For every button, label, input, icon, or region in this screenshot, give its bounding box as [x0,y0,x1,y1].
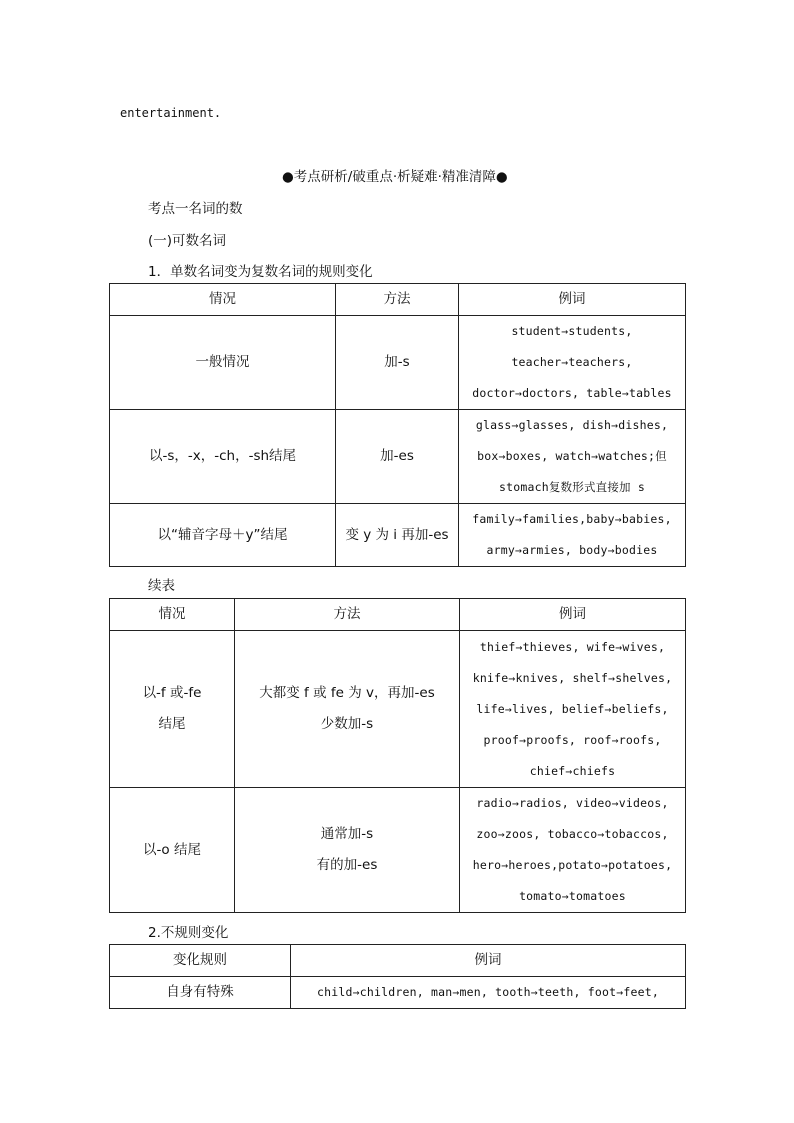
table-row [110,316,686,410]
examples-cell: family→families,baby→babies, army→armies, body→bodies [459,504,686,567]
continued-label: 续表 [148,578,175,594]
table-row [110,504,686,567]
header-examples: 例词 [460,599,686,631]
header-case: 情况 [110,284,336,316]
method-cell: 加-s [336,316,459,410]
rule-cell: 自身有特殊 [110,977,291,1009]
examples-cell: glass→glasses, dish→dishes, box→boxes, watch→watches;但 stomach复数形式直接加 s [459,410,686,504]
table-row [110,788,686,913]
table-row [110,631,686,788]
regular-plural-table [109,283,686,567]
subsection-title: (一)可数名词 [148,233,227,249]
table-row [110,977,686,1009]
table-header-row [110,945,686,977]
table-row [110,410,686,504]
header-case: 情况 [110,599,235,631]
intro-tail-text: entertainment. [120,106,222,120]
method-cell: 变 y 为 i 再加-es [336,504,459,567]
header-method: 方法 [336,284,459,316]
examples-cell: child→children, man→men, tooth→teeth, foot→feet, [291,977,686,1009]
case-cell: 以-f 或-fe 结尾 [110,631,235,788]
section-banner: ●考点研析/破重点·析疑难·精准清障● [282,169,508,185]
header-examples: 例词 [459,284,686,316]
rule1-title: 1．单数名词变为复数名词的规则变化 [148,264,373,280]
irregular-plural-table [109,944,686,1009]
case-cell: 以-s，-x，-ch，-sh结尾 [110,410,336,504]
header-examples: 例词 [291,945,686,977]
examples-cell: radio→radios, video→videos, zoo→zoos, tobacco→tobaccos, hero→heroes,potato→potatoes, tomato→tomatoes [460,788,686,913]
method-cell: 大都变 f 或 fe 为 v，再加-es 少数加-s [235,631,460,788]
regular-plural-table-continued [109,598,686,913]
header-rule: 变化规则 [110,945,291,977]
examples-cell: thief→thieves, wife→wives, knife→knives, shelf→shelves, life→lives, belief→beliefs, proof→proofs, roof→roofs, chief→chiefs [460,631,686,788]
topic-title: 考点一名词的数 [148,201,243,217]
table-header-row [110,599,686,631]
method-cell: 通常加-s 有的加-es [235,788,460,913]
rule2-title: 2.不规则变化 [148,925,229,941]
case-cell: 以-o 结尾 [110,788,235,913]
case-cell: 一般情况 [110,316,336,410]
examples-cell: student→students, teacher→teachers, doctor→doctors, table→tables [459,316,686,410]
method-cell: 加-es [336,410,459,504]
header-method: 方法 [235,599,460,631]
table-header-row [110,284,686,316]
case-cell: 以“辅音字母＋y”结尾 [110,504,336,567]
